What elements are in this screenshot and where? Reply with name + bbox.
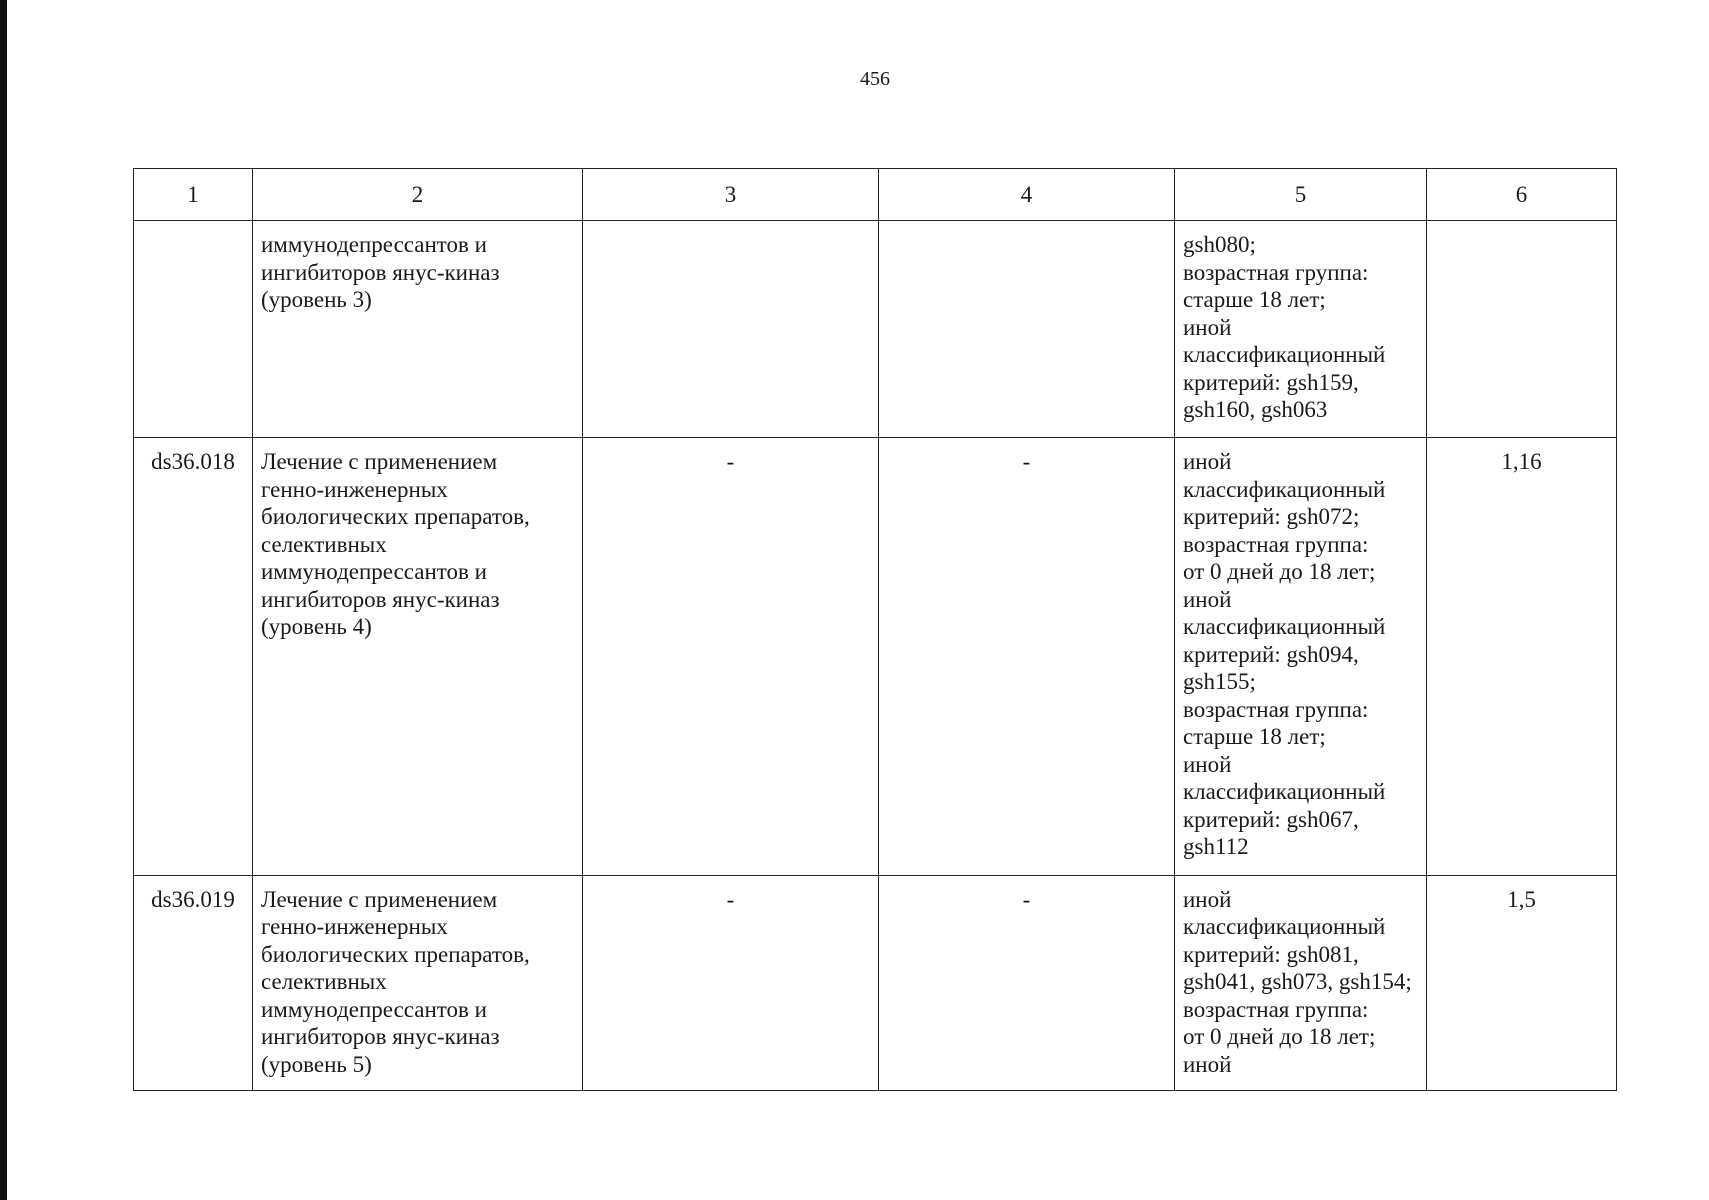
- col4-cell: -: [879, 875, 1175, 1090]
- column-header: 3: [583, 169, 879, 221]
- col4-cell: -: [879, 438, 1175, 875]
- scan-edge: [0, 0, 7, 1200]
- name-cell: иммунодепрессантов и ингибиторов янус-киназ (уровень 3): [253, 221, 583, 438]
- coefficient-cell: [1427, 221, 1617, 438]
- col3-cell: -: [583, 875, 879, 1090]
- criteria-cell: gsh080; возрастная группа: старше 18 лет; иной классификационный критерий: gsh159, gsh160, gsh063: [1175, 221, 1427, 438]
- table-row: [134, 438, 1617, 875]
- col3-cell: -: [583, 438, 879, 875]
- col4-cell: [879, 221, 1175, 438]
- criteria-cell: иной классификационный критерий: gsh081, gsh041, gsh073, gsh154; возрастная группа: от 0 дней до 18 лет; иной: [1175, 875, 1427, 1090]
- column-header: 2: [253, 169, 583, 221]
- column-header: 1: [134, 169, 253, 221]
- page-number: 456: [860, 68, 890, 90]
- document-table: [133, 168, 1617, 1091]
- name-cell: Лечение с применением генно-инженерных биологических препаратов, селективных иммунодепрессантов и ингибиторов янус-киназ (уровень 4): [253, 438, 583, 875]
- column-header: 5: [1175, 169, 1427, 221]
- code-cell: ds36.018: [134, 438, 253, 875]
- name-cell: Лечение с применением генно-инженерных биологических препаратов, селективных иммунодепрессантов и ингибиторов янус-киназ (уровень 5): [253, 875, 583, 1090]
- criteria-cell: иной классификационный критерий: gsh072; возрастная группа: от 0 дней до 18 лет; иной классификационный критерий: gsh094, gsh155; возрастная группа: старше 18 лет; иной классификационный критерий: gsh067, gsh112: [1175, 438, 1427, 875]
- code-cell: [134, 221, 253, 438]
- table-row: [134, 875, 1617, 1090]
- code-cell: ds36.019: [134, 875, 253, 1090]
- col3-cell: [583, 221, 879, 438]
- column-header: 4: [879, 169, 1175, 221]
- column-header: 6: [1427, 169, 1617, 221]
- coefficient-cell: 1,16: [1427, 438, 1617, 875]
- table-row: [134, 221, 1617, 438]
- table-header-row: [134, 169, 1617, 221]
- coefficient-cell: 1,5: [1427, 875, 1617, 1090]
